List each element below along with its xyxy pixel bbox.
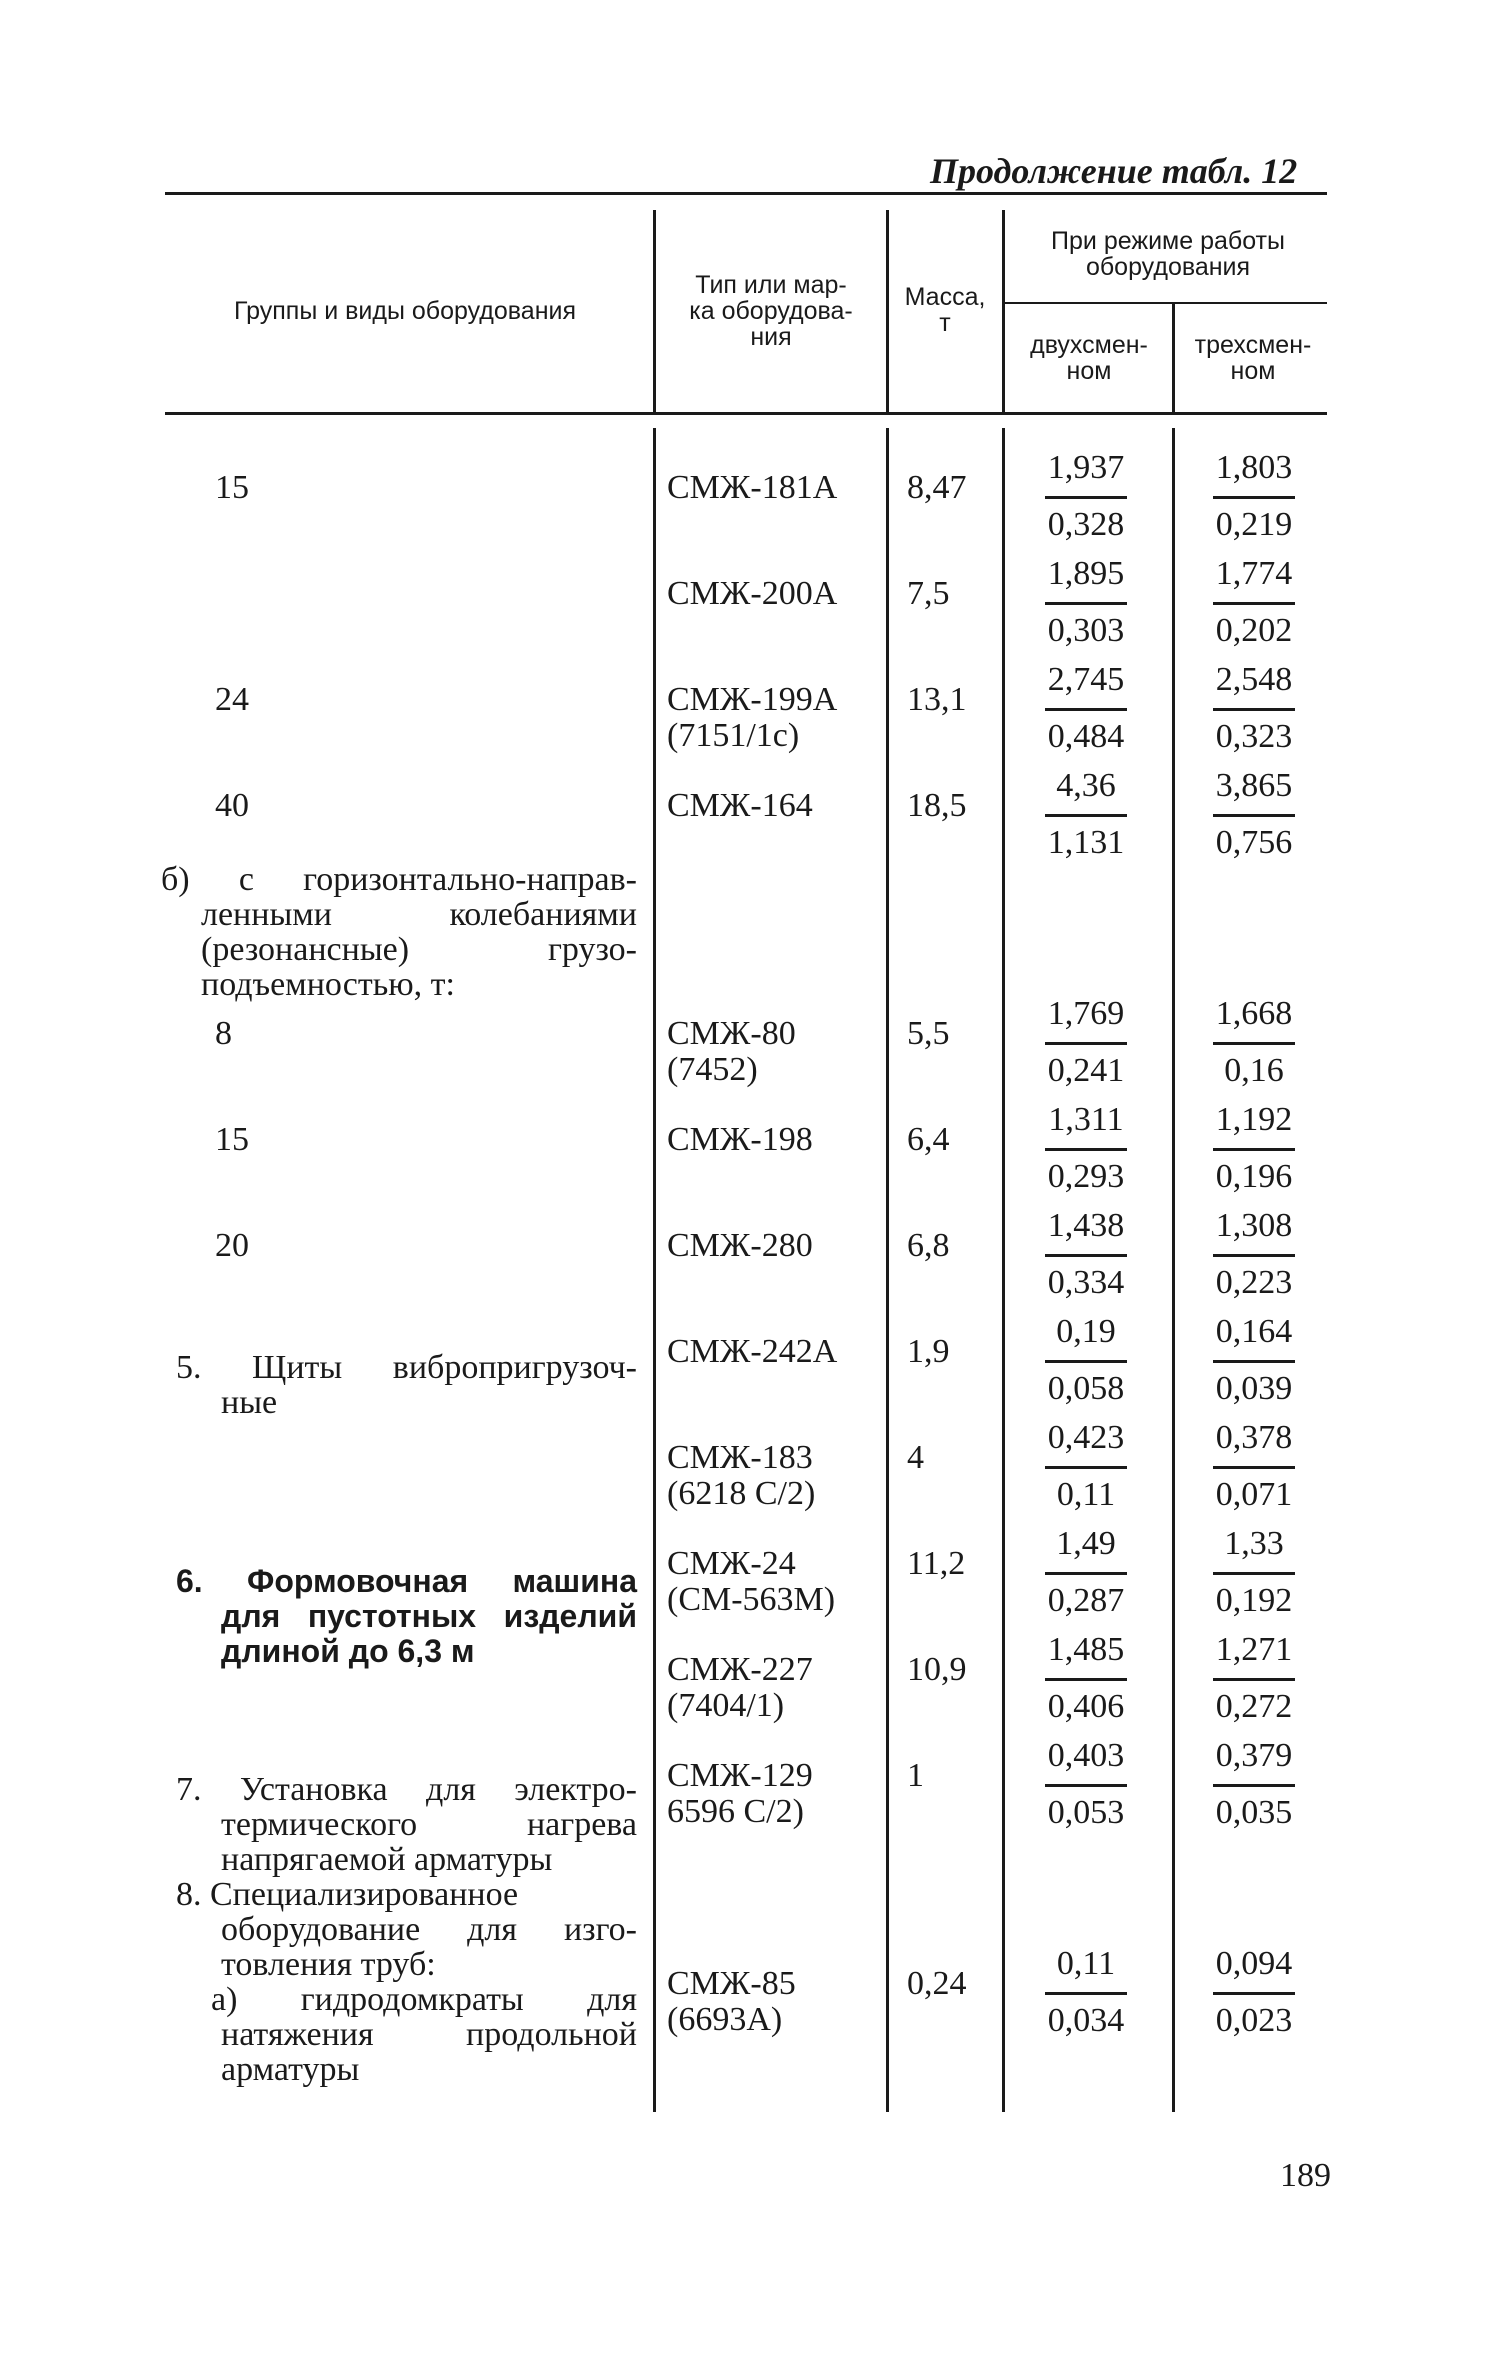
- row-type-line1: СМЖ-280: [667, 1227, 813, 1264]
- fraction-bar: [1213, 1148, 1295, 1151]
- fraction-numerator: 4,36: [1056, 767, 1116, 804]
- row-mass: 6,8: [907, 1227, 950, 1264]
- fraction-denominator: 0,272: [1215, 1688, 1293, 1725]
- row-two-shift-fraction: [1036, 1738, 1136, 1831]
- row-type-line1: СМЖ-183: [667, 1439, 813, 1476]
- header-divider-1: [653, 210, 656, 413]
- group-5-line1: 5. Щиты вибропригрузоч-: [176, 1349, 637, 1386]
- fraction-bar: [1045, 814, 1127, 817]
- group-7-line2: термического нагрева: [221, 1806, 637, 1843]
- group-6-line1: 6. Формовочная машина: [176, 1563, 637, 1599]
- fraction-numerator: 1,895: [1047, 555, 1125, 592]
- header-two-line1: двухсмен-: [1030, 331, 1148, 359]
- row-three-shift-fraction: [1204, 996, 1304, 1089]
- fraction-bar: [1045, 496, 1127, 499]
- fraction-bar: [1045, 1466, 1127, 1469]
- group-8-line1: 8. Специализированное: [176, 1876, 519, 1913]
- fraction-denominator: 0,323: [1215, 718, 1293, 755]
- fraction-numerator: 0,423: [1047, 1419, 1125, 1456]
- row-mass: 8,47: [907, 469, 967, 506]
- fraction-bar: [1045, 1678, 1127, 1681]
- row-type-line1: СМЖ-242А: [667, 1333, 838, 1370]
- row-three-shift-fraction: [1204, 662, 1304, 755]
- body-divider-1: [653, 428, 656, 2112]
- fraction-bar: [1213, 602, 1295, 605]
- row-type-line1: СМЖ-129: [667, 1757, 813, 1794]
- fraction-bar: [1045, 1572, 1127, 1575]
- row-three-shift-fraction: [1204, 1420, 1304, 1513]
- fraction-numerator: 1,485: [1047, 1631, 1125, 1668]
- fraction-denominator: 0,16: [1224, 1052, 1284, 1089]
- header-mode-line1: При режиме работы: [1051, 227, 1285, 255]
- row-three-shift-fraction: [1204, 768, 1304, 861]
- group-8-line2: оборудование для изго-: [221, 1911, 637, 1948]
- header-group-col: Группы и виды оборудования: [233, 297, 577, 325]
- group-7-line3: напрягаемой арматуры: [221, 1841, 553, 1878]
- group-8-line3: товления труб:: [221, 1946, 436, 1983]
- group-6-line3: длиной до 6,3 м: [221, 1633, 475, 1669]
- fraction-bar: [1045, 1254, 1127, 1257]
- header-mass-col: [889, 284, 1001, 336]
- row-three-shift-fraction: [1204, 1208, 1304, 1301]
- fraction-denominator: 1,131: [1047, 824, 1125, 861]
- fraction-bar: [1045, 1148, 1127, 1151]
- fraction-numerator: 1,308: [1215, 1207, 1293, 1244]
- group-b-line1: б) с горизонтально-направ-: [161, 861, 637, 898]
- row-two-shift-fraction: [1036, 662, 1136, 755]
- fraction-denominator: 0,023: [1215, 2002, 1293, 2039]
- fraction-bar: [1045, 1784, 1127, 1787]
- fraction-numerator: 3,865: [1215, 767, 1293, 804]
- fraction-bar: [1213, 496, 1295, 499]
- row-mass: 6,4: [907, 1121, 950, 1158]
- fraction-bar: [1213, 708, 1295, 711]
- row-two-shift-fraction: [1036, 996, 1136, 1089]
- fraction-denominator: 0,484: [1047, 718, 1125, 755]
- fraction-denominator: 0,406: [1047, 1688, 1125, 1725]
- fraction-bar: [1213, 1572, 1295, 1575]
- row-type-line2: 6596 С/2): [667, 1793, 804, 1830]
- fraction-denominator: 0,034: [1047, 2002, 1125, 2039]
- fraction-numerator: 1,668: [1215, 995, 1293, 1032]
- fraction-numerator: 1,49: [1056, 1525, 1116, 1562]
- mode-header-rule: [1004, 302, 1327, 304]
- row-type-line1: СМЖ-227: [667, 1651, 813, 1688]
- header-three-shift-col: [1176, 332, 1330, 384]
- row-two-shift-fraction: [1036, 1208, 1136, 1301]
- fraction-numerator: 1,33: [1224, 1525, 1284, 1562]
- row-type-line1: СМЖ-198: [667, 1121, 813, 1158]
- header-bottom-rule: [165, 412, 1327, 415]
- row-mass: 0,24: [907, 1965, 967, 2002]
- group-8a-line2: натяжения продольной: [221, 2016, 637, 2053]
- fraction-numerator: 0,379: [1215, 1737, 1293, 1774]
- fraction-denominator: 0,058: [1047, 1370, 1125, 1407]
- row-group-value: 40: [215, 787, 249, 824]
- fraction-numerator: 1,803: [1215, 449, 1293, 486]
- fraction-bar: [1213, 1678, 1295, 1681]
- row-two-shift-fraction: [1036, 1526, 1136, 1619]
- group-b-line3: (резонансные) грузо-: [201, 931, 637, 968]
- body-divider-4: [1172, 428, 1175, 2112]
- row-type-line1: СМЖ-24: [667, 1545, 796, 1582]
- row-mass: 11,2: [907, 1545, 966, 1582]
- row-mass: 5,5: [907, 1015, 950, 1052]
- row-type-line1: СМЖ-200А: [667, 575, 838, 612]
- header-type-line3: ния: [750, 323, 792, 351]
- group-b-line2: ленными колебаниями: [201, 896, 637, 933]
- row-three-shift-fraction: [1204, 1946, 1304, 2039]
- group-6-text: [176, 1564, 637, 1669]
- body-divider-3: [1002, 428, 1005, 2112]
- fraction-denominator: 0,756: [1215, 824, 1293, 861]
- fraction-numerator: 2,548: [1215, 661, 1293, 698]
- row-three-shift-fraction: [1204, 1526, 1304, 1619]
- row-group-value: 24: [215, 681, 249, 718]
- row-type-line2: (СМ-563М): [667, 1581, 836, 1618]
- fraction-bar: [1045, 1360, 1127, 1363]
- fraction-bar: [1045, 1042, 1127, 1045]
- row-type-line2: (7452): [667, 1051, 758, 1088]
- row-mass: 4: [907, 1439, 924, 1476]
- header-type-line2: ка оборудова-: [689, 297, 853, 325]
- row-mass: 18,5: [907, 787, 967, 824]
- row-three-shift-fraction: [1204, 556, 1304, 649]
- row-type-line1: СМЖ-85: [667, 1965, 796, 2002]
- table-top-rule: [165, 192, 1327, 195]
- header-divider-3: [1002, 210, 1005, 413]
- fraction-bar: [1213, 1042, 1295, 1045]
- fraction-bar: [1213, 814, 1295, 817]
- row-mass: 7,5: [907, 575, 950, 612]
- fraction-denominator: 0,192: [1215, 1582, 1293, 1619]
- fraction-denominator: 0,035: [1215, 1794, 1293, 1831]
- fraction-numerator: 1,774: [1215, 555, 1293, 592]
- group-7-line1: 7. Установка для электро-: [176, 1771, 637, 1808]
- row-three-shift-fraction: [1204, 1102, 1304, 1195]
- fraction-numerator: 1,937: [1047, 449, 1125, 486]
- fraction-numerator: 1,271: [1215, 1631, 1293, 1668]
- row-group-value: 15: [215, 1121, 249, 1158]
- group-b-text: [161, 862, 637, 1002]
- fraction-bar: [1045, 602, 1127, 605]
- row-two-shift-fraction: [1036, 1102, 1136, 1195]
- row-two-shift-fraction: [1036, 450, 1136, 543]
- group-7-text: [176, 1772, 637, 1877]
- table-caption: Продолжение табл. 12: [930, 151, 1298, 191]
- fraction-denominator: 0,071: [1215, 1476, 1293, 1513]
- fraction-denominator: 0,196: [1215, 1158, 1293, 1195]
- row-mass: 1: [907, 1757, 924, 1794]
- fraction-bar: [1213, 1466, 1295, 1469]
- fraction-denominator: 0,241: [1047, 1052, 1125, 1089]
- page-number: 189: [1280, 2157, 1331, 2194]
- group-8a-line3: арматуры: [221, 2051, 360, 2088]
- fraction-denominator: 0,334: [1047, 1264, 1125, 1301]
- fraction-bar: [1213, 1254, 1295, 1257]
- group-6-line2: для пустотных изделий: [221, 1598, 637, 1634]
- header-mass-line2: т: [939, 309, 951, 337]
- fraction-numerator: 0,19: [1056, 1313, 1116, 1350]
- row-type-line1: СМЖ-199А: [667, 681, 838, 718]
- fraction-numerator: 0,11: [1056, 1945, 1116, 1982]
- row-group-value: 8: [215, 1015, 232, 1052]
- fraction-denominator: 0,11: [1056, 1476, 1116, 1513]
- row-type-line1: СМЖ-181А: [667, 469, 838, 506]
- fraction-bar: [1213, 1992, 1295, 1995]
- fraction-numerator: 2,745: [1047, 661, 1125, 698]
- fraction-denominator: 0,039: [1215, 1370, 1293, 1407]
- fraction-denominator: 0,219: [1215, 506, 1293, 543]
- header-type-col: [657, 272, 885, 350]
- group-5-text: [176, 1350, 637, 1420]
- fraction-bar: [1213, 1360, 1295, 1363]
- header-two-shift-col: [1006, 332, 1172, 384]
- header-mode-col: [1006, 228, 1330, 280]
- fraction-denominator: 0,303: [1047, 612, 1125, 649]
- fraction-numerator: 0,403: [1047, 1737, 1125, 1774]
- fraction-bar: [1045, 1992, 1127, 1995]
- header-two-line2: ном: [1066, 357, 1112, 385]
- fraction-numerator: 1,192: [1215, 1101, 1293, 1138]
- row-type-line2: (7151/1с): [667, 717, 800, 754]
- fraction-denominator: 0,202: [1215, 612, 1293, 649]
- group-8a-line1: а) гидродомкраты для: [211, 1981, 637, 2018]
- fraction-denominator: 0,293: [1047, 1158, 1125, 1195]
- fraction-numerator: 0,164: [1215, 1313, 1293, 1350]
- header-mode-line2: оборудования: [1085, 253, 1251, 281]
- fraction-denominator: 0,223: [1215, 1264, 1293, 1301]
- header-three-line1: трехсмен-: [1194, 331, 1312, 359]
- row-group-value: 15: [215, 469, 249, 506]
- fraction-bar: [1045, 708, 1127, 711]
- fraction-numerator: 0,378: [1215, 1419, 1293, 1456]
- row-three-shift-fraction: [1204, 1314, 1304, 1407]
- header-divider-4: [1172, 302, 1175, 413]
- row-two-shift-fraction: [1036, 768, 1136, 861]
- fraction-numerator: 1,438: [1047, 1207, 1125, 1244]
- row-three-shift-fraction: [1204, 1738, 1304, 1831]
- fraction-numerator: 0,094: [1215, 1945, 1293, 1982]
- row-three-shift-fraction: [1204, 450, 1304, 543]
- header-type-line1: Тип или мар-: [695, 271, 847, 299]
- row-two-shift-fraction: [1036, 1632, 1136, 1725]
- row-type-line1: СМЖ-164: [667, 787, 813, 824]
- row-group-value: 20: [215, 1227, 249, 1264]
- fraction-bar: [1213, 1784, 1295, 1787]
- row-type-line2: (7404/1): [667, 1687, 785, 1724]
- fraction-denominator: 0,053: [1047, 1794, 1125, 1831]
- row-mass: 10,9: [907, 1651, 967, 1688]
- fraction-numerator: 1,311: [1048, 1101, 1124, 1138]
- header-three-line2: ном: [1230, 357, 1276, 385]
- header-mass-line1: Масса,: [904, 283, 986, 311]
- row-three-shift-fraction: [1204, 1632, 1304, 1725]
- group-b-line4: подъемностью, т:: [201, 966, 455, 1003]
- row-mass: 13,1: [907, 681, 967, 718]
- fraction-denominator: 0,287: [1047, 1582, 1125, 1619]
- group-5-line2: ные: [221, 1384, 278, 1421]
- row-type-line2: (6218 С/2): [667, 1475, 816, 1512]
- row-two-shift-fraction: [1036, 1420, 1136, 1513]
- row-mass: 1,9: [907, 1333, 950, 1370]
- row-two-shift-fraction: [1036, 556, 1136, 649]
- row-type-line2: (6693А): [667, 2001, 783, 2038]
- row-type-line1: СМЖ-80: [667, 1015, 796, 1052]
- row-two-shift-fraction: [1036, 1946, 1136, 2039]
- fraction-denominator: 0,328: [1047, 506, 1125, 543]
- row-two-shift-fraction: [1036, 1314, 1136, 1407]
- group-8-text: [176, 1877, 637, 2087]
- body-divider-2: [886, 428, 889, 2112]
- fraction-numerator: 1,769: [1047, 995, 1125, 1032]
